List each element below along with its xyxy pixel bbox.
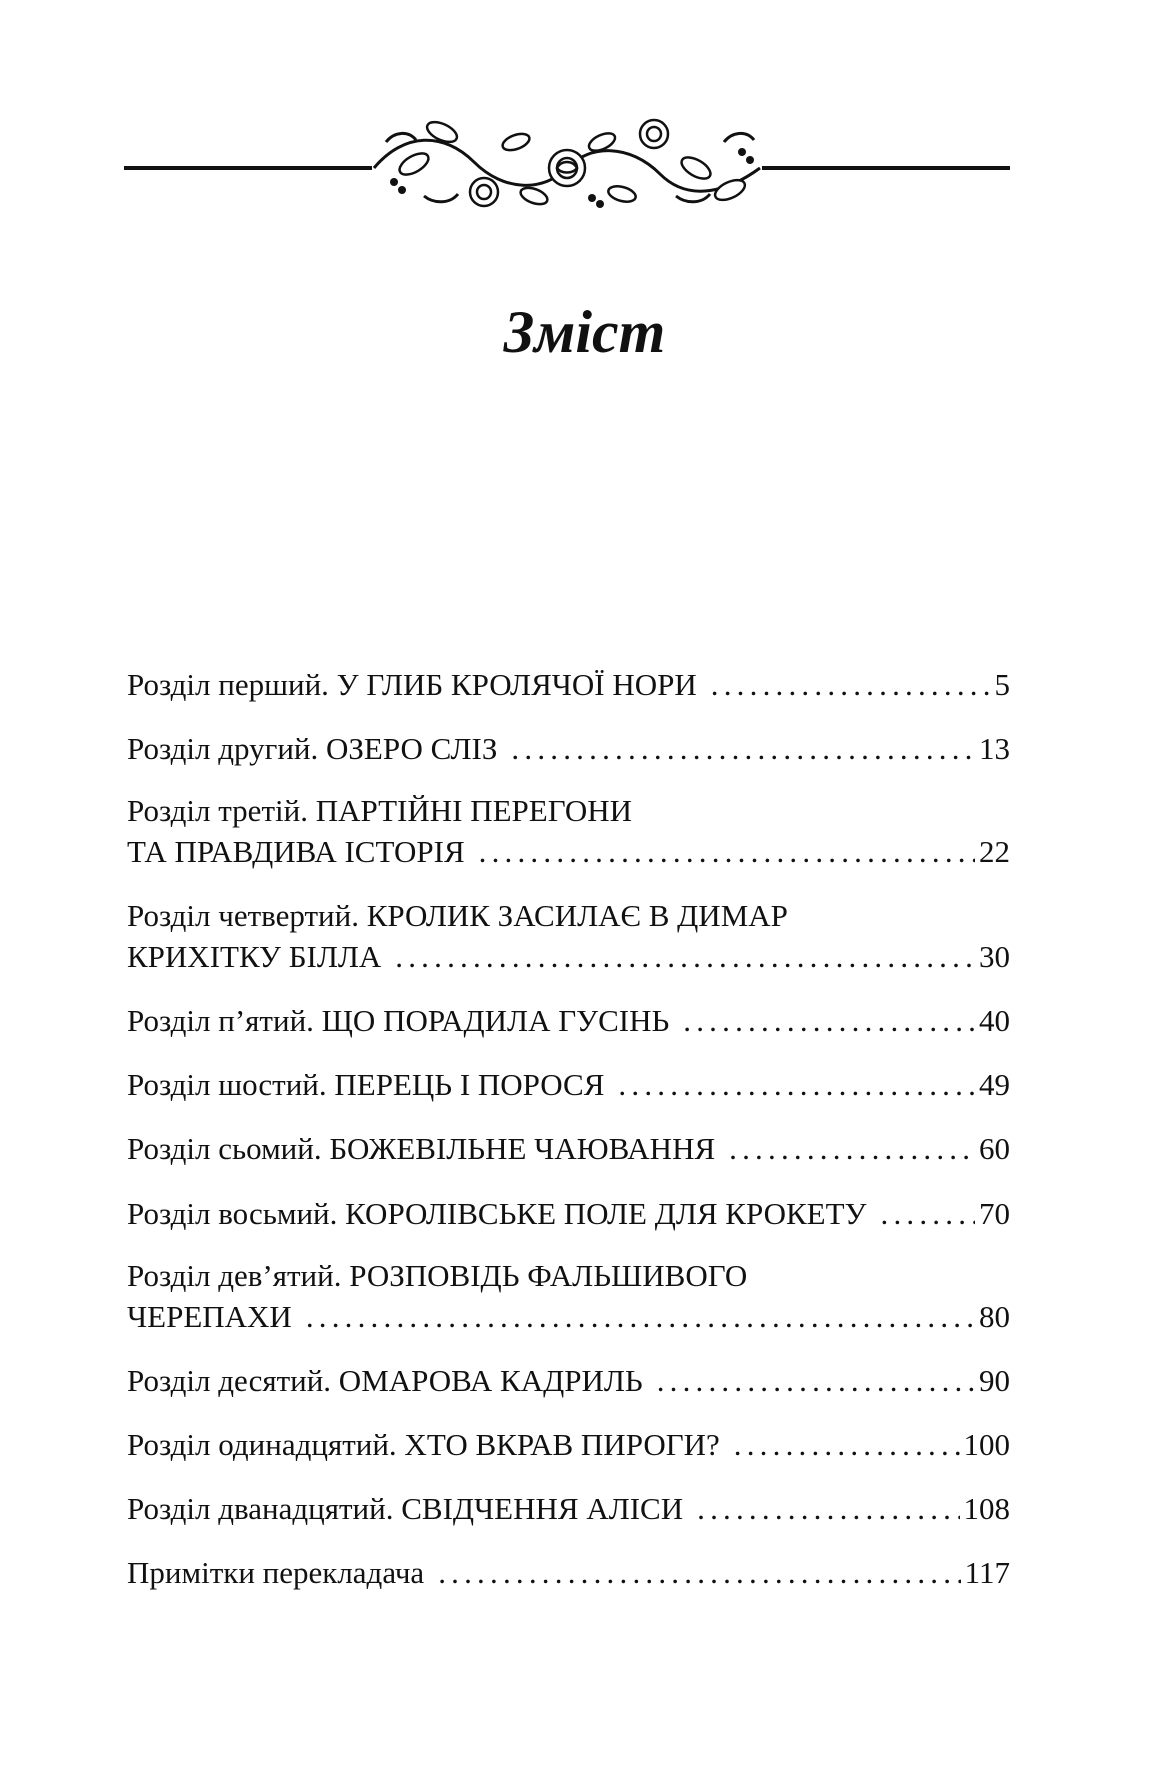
toc-entry-title: Розділ восьмий. КОРОЛІВСЬКЕ ПОЛЕ ДЛЯ КРОКЕТУ xyxy=(127,1196,867,1231)
toc-entry-title: Розділ одинадцятий. ХТО ВКРАВ ПИРОГИ? xyxy=(127,1427,720,1462)
toc-entry-title: Розділ п’ятий. ЩО ПОРАДИЛА ГУСІНЬ xyxy=(127,1003,670,1038)
toc-page-number: 13 xyxy=(979,731,1010,766)
toc-page-number: 49 xyxy=(979,1067,1010,1102)
dot-leader xyxy=(711,664,991,705)
toc-page-number: 90 xyxy=(979,1363,1010,1398)
toc-entry xyxy=(127,895,1010,977)
toc-page-number: 22 xyxy=(979,834,1010,869)
toc-entry-title: Розділ другий. ОЗЕРО СЛІЗ xyxy=(127,731,498,766)
dot-leader xyxy=(734,1424,960,1465)
floral-ornament-divider xyxy=(124,112,1010,212)
toc-entry-title: Розділ десятий. ОМАРОВА КАДРИЛЬ xyxy=(127,1363,643,1398)
toc-entry-title: Розділ дванадцятий. СВІДЧЕННЯ АЛІСИ xyxy=(127,1491,684,1526)
toc-entry-title: Розділ дев’ятий. РОЗПОВІДЬ ФАЛЬШИВОГО xyxy=(127,1258,748,1293)
toc-page-number: 108 xyxy=(963,1491,1010,1526)
toc-entry xyxy=(127,1255,1010,1337)
toc-entry xyxy=(127,1064,1010,1105)
toc-entry-title-continued: ТА ПРАВДИВА ІСТОРІЯ xyxy=(127,834,465,869)
toc-entry-title-continued: ЧЕРЕПАХИ xyxy=(127,1299,292,1334)
toc-entry xyxy=(127,664,1010,705)
toc-entry-title: Примітки перекладача xyxy=(127,1555,425,1590)
toc-entry-title: Розділ шостий. ПЕРЕЦЬ І ПОРОСЯ xyxy=(127,1067,605,1102)
toc-entry xyxy=(127,1193,1010,1234)
dot-leader xyxy=(438,1552,960,1593)
toc-page-number: 117 xyxy=(964,1555,1010,1590)
rose-icon xyxy=(470,120,668,206)
dot-leader xyxy=(618,1064,975,1105)
page-title: Зміст xyxy=(503,299,666,365)
dot-leader xyxy=(697,1488,959,1529)
toc-page-number: 5 xyxy=(994,667,1010,702)
dot-leader xyxy=(479,831,975,872)
dot-leader xyxy=(306,1296,975,1337)
toc-entry-title: Розділ перший. У ГЛИБ КРОЛЯЧОЇ НОРИ xyxy=(127,667,697,702)
toc-entry xyxy=(127,1424,1010,1465)
toc-entry xyxy=(127,1000,1010,1041)
dot-leader xyxy=(395,936,975,977)
toc-entry-title: Розділ третій. ПАРТІЙНІ ПЕРЕГОНИ xyxy=(127,793,633,828)
toc-entry-title: Розділ сьомий. БОЖЕВІЛЬНЕ ЧАЮВАННЯ xyxy=(127,1131,716,1166)
toc-entry xyxy=(127,1488,1010,1529)
toc-page-number: 40 xyxy=(979,1003,1010,1038)
toc-page-number: 60 xyxy=(979,1131,1010,1166)
toc-entry xyxy=(127,1552,1010,1593)
toc-page-number: 30 xyxy=(979,939,1010,974)
toc-entry xyxy=(127,1360,1010,1401)
toc-entry xyxy=(127,790,1010,872)
toc-entry-title-continued: КРИХІТКУ БІЛЛА xyxy=(127,939,382,974)
dot-leader xyxy=(683,1000,975,1041)
dot-leader xyxy=(729,1128,975,1169)
toc-entry xyxy=(127,728,1010,769)
dot-leader xyxy=(511,728,975,769)
dot-leader xyxy=(657,1360,975,1401)
toc-page-number: 70 xyxy=(979,1196,1010,1231)
toc-page-number: 100 xyxy=(963,1427,1010,1462)
toc-entry xyxy=(127,1128,1010,1169)
toc-entry-title: Розділ четвертий. КРОЛИК ЗАСИЛАЄ В ДИМАР xyxy=(127,898,788,933)
dot-leader xyxy=(881,1193,976,1234)
toc-page-number: 80 xyxy=(979,1299,1010,1334)
